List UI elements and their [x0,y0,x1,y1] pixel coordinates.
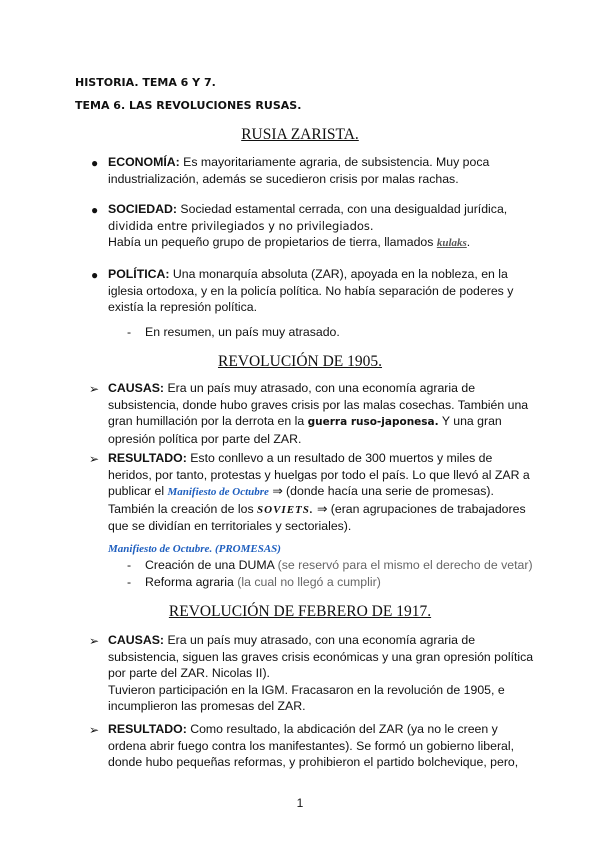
arrow-bullet-icon: ➢ [89,382,100,396]
politica-paragraph: POLÍTICA: Una monarquía absoluta (ZAR), apoyada en la nobleza, en la iglesia ortodoxa, y en la policía política. No había separación de poderes y existía la represión política. [108,267,514,315]
section-title-1905: REVOLUCIÓN DE 1905. [217,353,383,370]
bullet-icon: ● [91,203,99,217]
dash-icon: - [127,575,132,589]
resultado-1905-paragraph: RESULTADO: Esto conllevo a un resultado de 300 muertos y miles de heridos, por tanto, protestas y huelgas por todo el país. Lo que llevó al ZAR a publicar el Manifiesto de Octubre ⇒ (donde hacía una serie de promesas). También la creación de los SOVIETS. ⇒ (eran agrupaciones de trabajadores que se dividían en territoriales y sectoriales). [108,451,530,534]
section-title-1917: REVOLUCIÓN DE FEBRERO DE 1917. [168,603,432,620]
arrow-bullet-icon: ➢ [89,452,100,466]
kulaks-term: kulaks [436,237,467,250]
bullet-icon: ● [91,156,99,170]
resultado-1917-paragraph: RESULTADO: Como resultado, la abdicación del ZAR (ya no le creen y ordena abrir fuego contra los manifestantes). Se formó un gobierno liberal, donde hubo pequeñas reformas, y prohibieron el partido bolchevique, pero, [108,722,519,770]
causas-1917-paragraph: CAUSAS: Era un país muy atrasado, con una economía agraria de subsistencia, siguen las graves crisis económicas y una gran opresión política por parte del ZAR. Nicolas II). Tuvieron participación en la IGM. Fracasaron en la revolución de 1905, e incumplieron las promesas del ZAR. [108,633,534,714]
doc-title: HISTORIA. TEMA 6 Y 7. [75,76,216,89]
page-number: 1 [296,796,304,810]
arrow-bullet-icon: ➢ [89,634,100,648]
dash-icon: - [127,558,132,572]
sociedad-paragraph: SOCIEDAD: Sociedad estamental cerrada, con una desigualdad jurídica, dividida entre privilegiados y no privilegiados. Había un pequeño grupo de propietarios de tierra, llamados kulaks. [108,202,508,250]
economia-paragraph: ECONOMÍA: Es mayoritariamente agraria, de subsistencia. Muy poca industrialización, además se sucedieron crisis por malas rachas. [108,155,490,186]
tema-title: TEMA 6. LAS REVOLUCIONES RUSAS. [75,99,302,112]
dash-icon: - [127,325,132,339]
promesas-heading: Manifiesto de Octubre. (PROMESAS) [108,543,281,555]
manifiesto-link: Manifiesto de Octubre [167,486,269,499]
section-title-rusia: RUSIA ZARISTA. [241,126,359,143]
resumen-line: En resumen, un país muy atrasado. [145,325,340,339]
causas-1905-paragraph: CAUSAS: Era un país muy atrasado, con una economía agraria de subsistencia, donde hubo graves crisis por las malas cosechas. También una gran humillación por la derrota en la guerra ruso-japonesa. Y una gran opresión política por parte del ZAR. [108,381,529,446]
bullet-icon: ● [91,268,99,282]
promesa-duma: Creación de una DUMA (se reservó para el mismo el derecho de vetar) [145,558,533,572]
promesa-reforma: Reforma agraria (la cual no llegó a cumplir) [145,575,381,589]
arrow-bullet-icon: ➢ [89,723,100,737]
